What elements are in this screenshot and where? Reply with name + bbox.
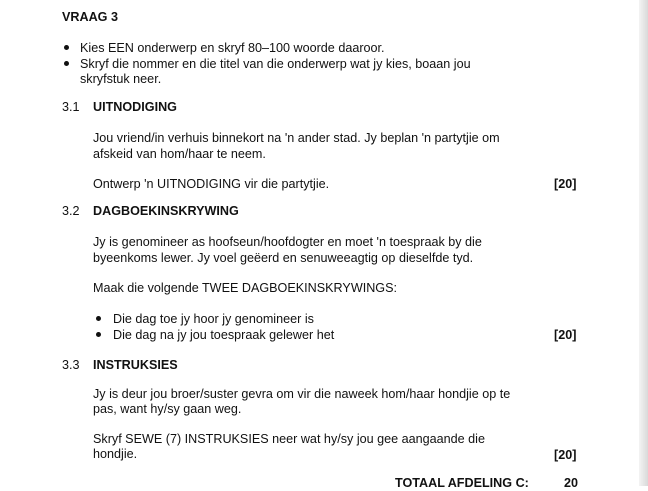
section-task: hondjie. (93, 447, 138, 461)
section-title: INSTRUKSIES (93, 358, 178, 372)
instruction-line: Kies EEN onderwerp en skryf 80–100 woorde daaroor. (80, 41, 385, 55)
bullet-icon (64, 45, 69, 50)
section-paragraph: afskeid van hom/haar te neem. (93, 147, 266, 161)
section-number: 3.1 (62, 100, 80, 114)
section-paragraph: pas, want hy/sy gaan weg. (93, 402, 242, 416)
question-heading: VRAAG 3 (62, 10, 118, 24)
section-task: Skryf SEWE (7) INSTRUKSIES neer wat hy/sy jou gee aangaande die (93, 432, 485, 446)
instruction-line: skryfstuk neer. (80, 72, 162, 86)
section-marks: [20] (554, 328, 577, 342)
total-value: 20 (564, 476, 579, 490)
instruction-line: Skryf die nommer en die titel van die onderwerp wat jy kies, boaan jou (80, 57, 471, 71)
section-marks: [20] (554, 177, 577, 191)
section-paragraph: byeenkoms lewer. Jy voel geëerd en senuweeagtig op dieselfde tyd. (93, 251, 474, 265)
section-paragraph: Jy is genomineer as hoofseun/hoofdogter en moet 'n toespraak by die (93, 235, 482, 249)
section-number: 3.2 (62, 204, 80, 218)
section-title: DAGBOEKINSKRYWING (93, 204, 239, 218)
section-paragraph: Jy is deur jou broer/suster gevra om vir die naweek hom/haar hondjie op te (93, 387, 511, 401)
section-task: Ontwerp 'n UITNODIGING vir die partytjie. (93, 177, 330, 191)
list-item: Die dag na jy jou toespraak gelewer het (113, 328, 335, 342)
list-item: Die dag toe jy hoor jy genomineer is (113, 312, 314, 326)
section-task: Maak die volgende TWEE DAGBOEKINSKRYWINGS: (93, 281, 397, 295)
bullet-icon (64, 61, 69, 66)
page-edge-shadow (639, 0, 648, 486)
bullet-icon (96, 316, 101, 321)
section-marks: [20] (554, 448, 577, 462)
section-title: UITNODIGING (93, 100, 177, 114)
bullet-icon (96, 332, 101, 337)
section-paragraph: Jou vriend/in verhuis binnekort na 'n ander stad. Jy beplan 'n partytjie om (93, 131, 500, 145)
total-label: TOTAAL AFDELING C: (395, 476, 529, 490)
section-number: 3.3 (62, 358, 80, 372)
